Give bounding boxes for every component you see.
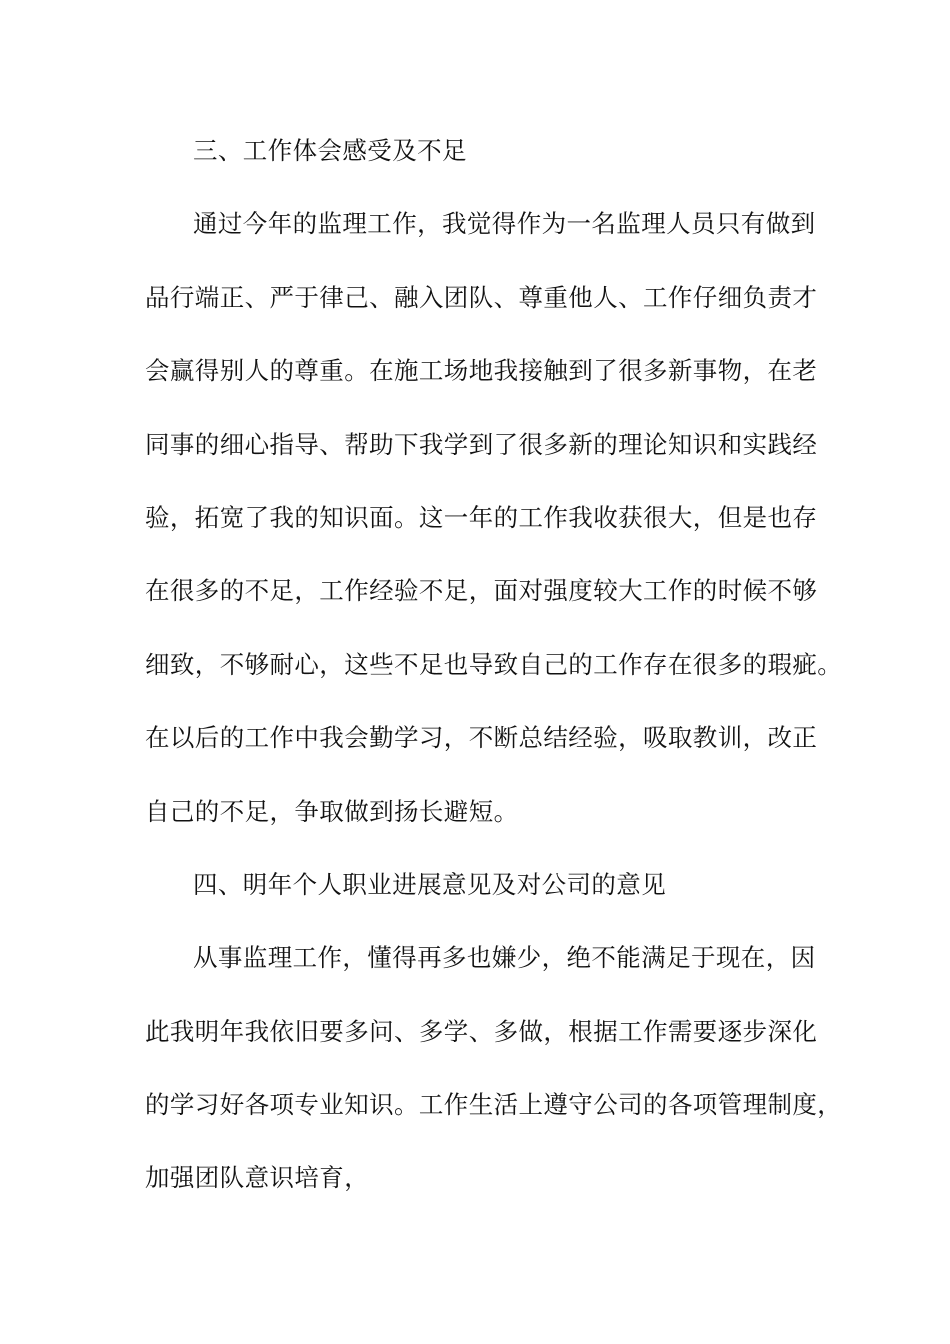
section-heading-3: 三、工作体会感受及不足 [193, 136, 467, 165]
paragraph-line: 的学习好各项专业知识。工作生活上遵守公司的各项管理制度， [145, 1090, 843, 1120]
paragraph-line: 从事监理工作，懂得再多也嫌少，绝不能满足于现在，因 [193, 943, 816, 973]
paragraph-line: 品行端正、严于律己、融入团队、尊重他人、工作仔细负责才 [145, 282, 818, 312]
paragraph-line: 同事的细心指导、帮助下我学到了很多新的理论知识和实践经 [145, 429, 818, 459]
paragraph-line: 加强团队意识培育， [145, 1163, 370, 1193]
paragraph-line: 会赢得别人的尊重。在施工场地我接触到了很多新事物，在老 [145, 356, 818, 386]
paragraph-line: 验，拓宽了我的知识面。这一年的工作我收获很大，但是也存 [145, 502, 818, 532]
paragraph-line: 通过今年的监理工作，我觉得作为一名监理人员只有做到 [193, 209, 816, 239]
paragraph-line: 在很多的不足，工作经验不足，面对强度较大工作的时候不够 [145, 576, 818, 606]
paragraph-line: 自己的不足，争取做到扬长避短。 [145, 796, 519, 826]
section-heading-4: 四、明年个人职业进展意见及对公司的意见 [193, 869, 667, 899]
paragraph-line: 细致，不够耐心，这些不足也导致自己的工作存在很多的瑕疵。 [145, 649, 843, 679]
paragraph-line: 此我明年我依旧要多问、多学、多做，根据工作需要逐步深化 [145, 1016, 818, 1046]
paragraph-line: 在以后的工作中我会勤学习，不断总结经验，吸取教训，改正 [145, 723, 818, 753]
document-body [145, 126, 843, 1227]
